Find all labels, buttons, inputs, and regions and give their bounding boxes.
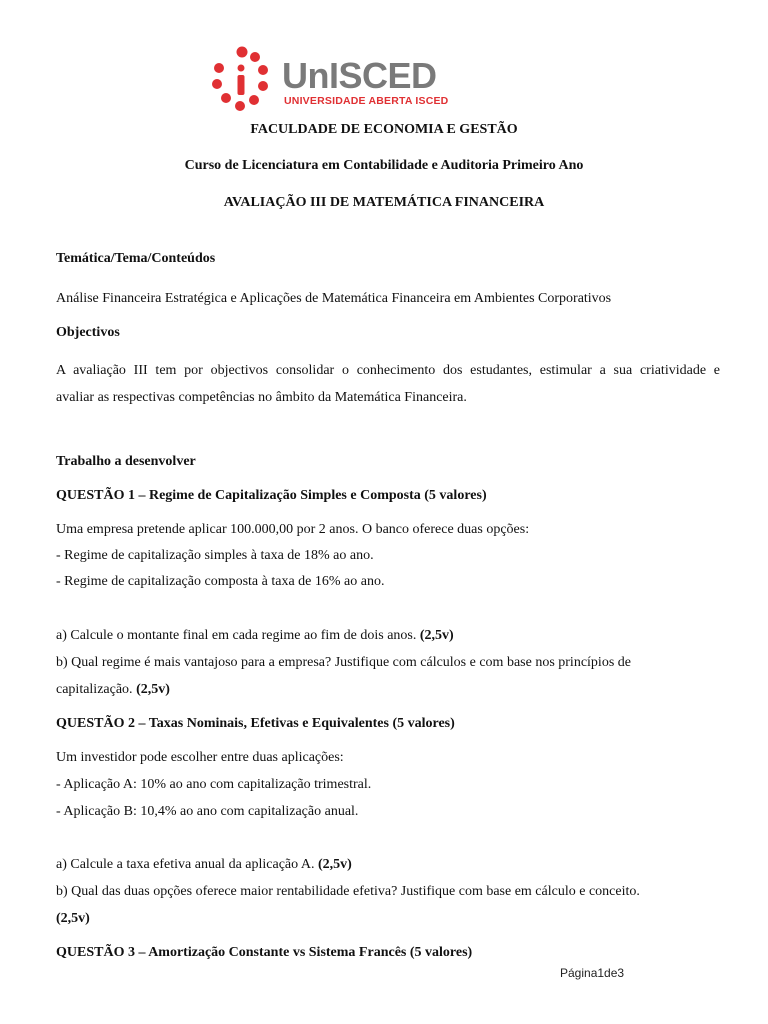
question-1-title: QUESTÃO 1 – Regime de Capitalização Simples e Composta (5 valores) [56,488,487,503]
logo-subtitle: UNIVERSIDADE ABERTA ISCED [284,95,449,107]
faculty-title: FACULDADE DE ECONOMIA E GESTÃO [250,122,518,137]
question-2-part-a-points: (2,5v) [317,857,352,872]
objectives-heading: Objectivos [56,325,120,340]
question-1-part-a-points: (2,5v) [419,628,454,643]
course-title: Curso de Licenciatura em Contabilidade e Auditoria Primeiro Ano [184,158,584,173]
assessment-title: AVALIAÇÃO III DE MATEMÁTICA FINANCEIRA [223,195,545,210]
question-1-option-1: - Regime de capitalização simples à taxa de 18% ao ano. [56,548,374,563]
question-2-intro: Um investidor pode escolher entre duas aplicações: [56,750,344,765]
question-1-intro: Uma empresa pretende aplicar 100.000,00 por 2 anos. O banco oferece duas opções: [56,522,530,537]
theme-text: Análise Financeira Estratégica e Aplicações de Matemática Financeira em Ambientes Corporativos [56,291,612,306]
question-1-part-a-text: a) Calcule o montante final em cada regime ao fim de dois anos. [56,628,417,643]
question-1-part-b-line-1: b) Qual regime é mais vantajoso para a empresa? Justifique com cálculos e com base nos princípios de [56,655,631,670]
question-2-part-a-text: a) Calcule a taxa efetiva anual da aplicação A. [56,857,315,872]
question-2-part-b: b) Qual das duas opções oferece maior rentabilidade efetiva? Justifique com base em cálculo e conceito. [56,884,640,899]
isced-logo-mark [208,44,280,116]
question-2-title: QUESTÃO 2 – Taxas Nominais, Efetivas e Equivalentes (5 valores) [56,716,455,731]
question-1-part-b-line-2 [56,681,716,699]
question-2-part-a [56,856,716,874]
question-2-option-1: - Aplicação A: 10% ao ano com capitalização trimestral. [56,777,372,792]
page-number: Página1de3 [560,966,625,980]
question-1-option-2: - Regime de capitalização composta à taxa de 16% ao ano. [56,574,385,589]
question-3-title: QUESTÃO 3 – Amortização Constante vs Sistema Francês (5 valores) [56,945,473,960]
question-2-option-2: - Aplicação B: 10,4% ao ano com capitalização anual. [56,804,359,819]
theme-heading: Temática/Tema/Conteúdos [56,251,216,266]
question-1-part-b-points: (2,5v) [136,682,170,697]
objectives-line-1: A avaliação III tem por objectivos consolidar o conhecimento dos estudantes, estimular a sua criatividade e [56,363,720,378]
work-heading: Trabalho a desenvolver [56,454,196,469]
objectives-line-2: avaliar as respectivas competências no âmbito da Matemática Financeira. [56,390,467,405]
question-1-part-b-text: capitalização. [56,682,133,697]
question-1-part-a [56,627,716,645]
question-2-part-b-points: (2,5v) [56,911,90,926]
logo-wordmark: UnISCED [282,55,437,96]
